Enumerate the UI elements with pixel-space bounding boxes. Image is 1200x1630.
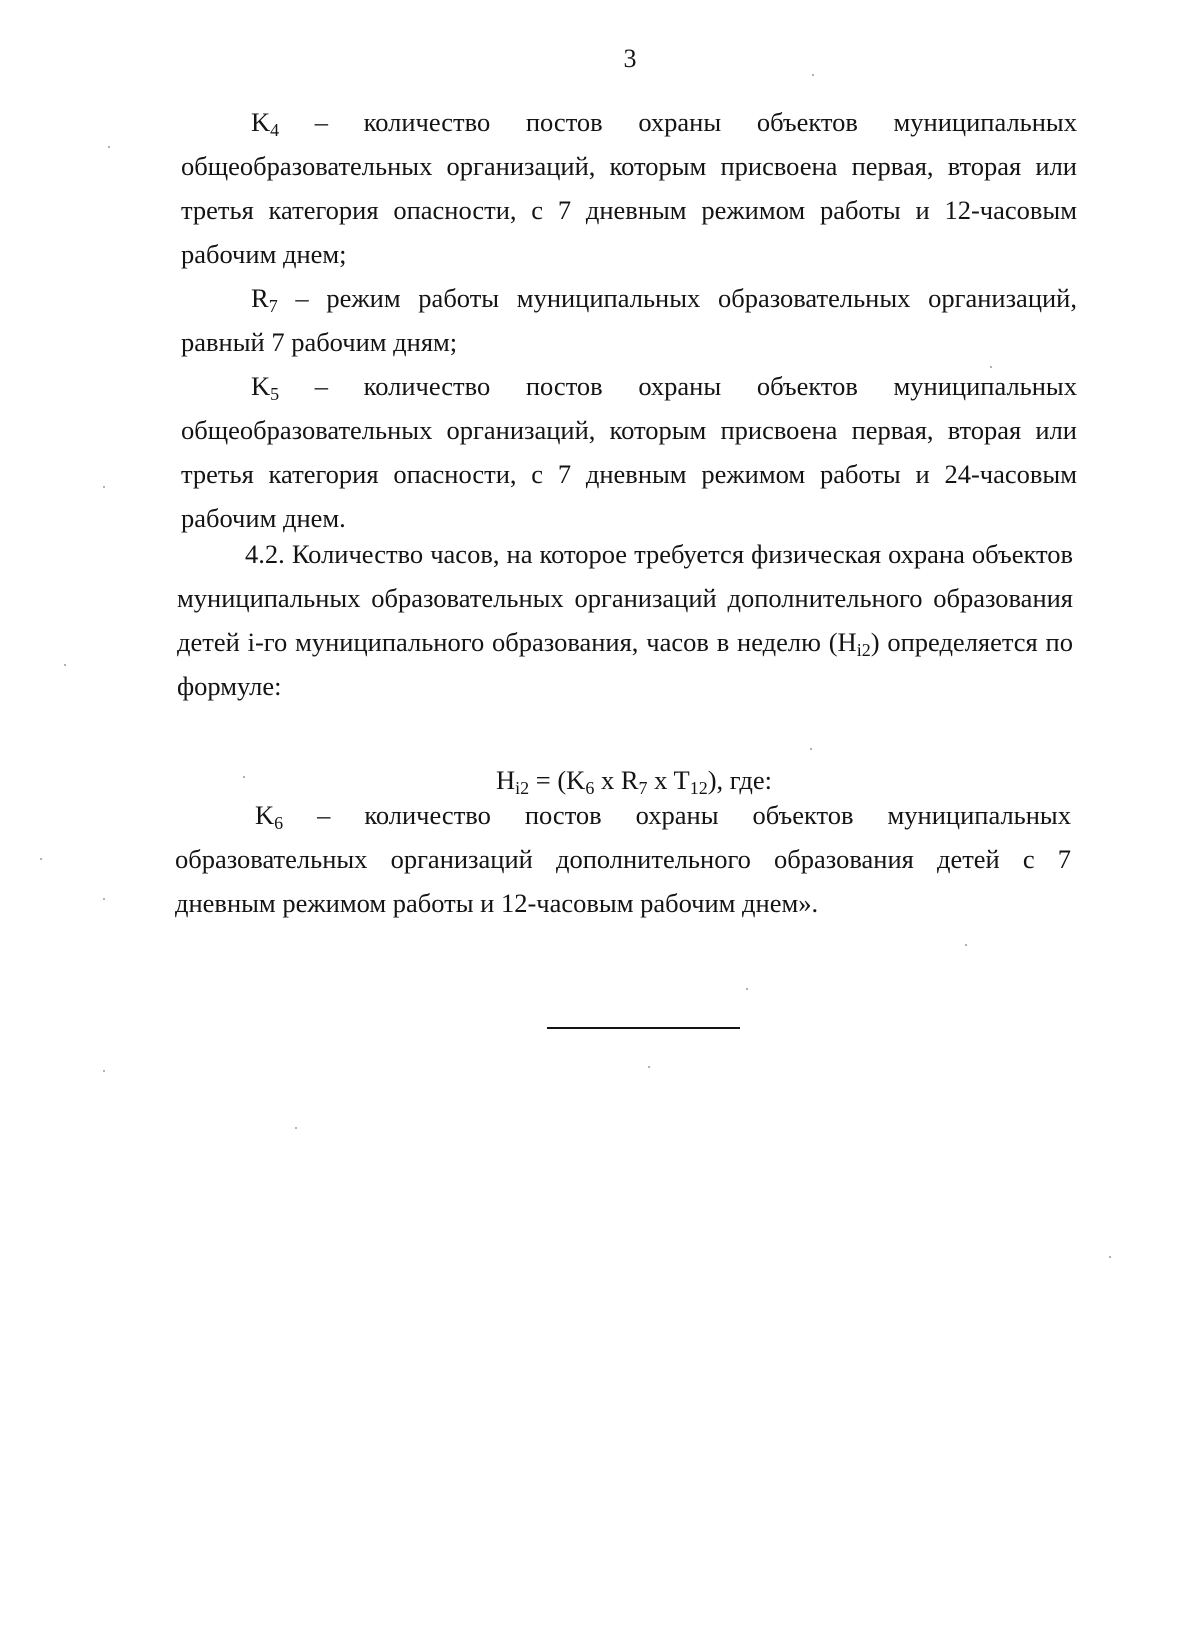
scan-speck bbox=[1109, 1256, 1111, 1258]
k6-symbol: K bbox=[255, 800, 275, 830]
k6-index: 6 bbox=[274, 813, 284, 833]
formula-r-index: 7 bbox=[638, 778, 648, 798]
definition-k5 bbox=[181, 364, 1077, 540]
r7-symbol: R bbox=[251, 283, 269, 313]
k6-text: – количество постов охраны объектов муниципальных образовательных организаций дополнительного образования детей с 7 дневным режимом работы и 12-часовым рабочим днем». bbox=[175, 800, 1071, 918]
k5-symbol: K bbox=[251, 371, 271, 401]
scan-speck bbox=[108, 146, 110, 148]
scan-speck bbox=[965, 944, 967, 946]
r7-index: 7 bbox=[268, 296, 278, 316]
definition-r7 bbox=[181, 276, 1077, 364]
definition-k6 bbox=[175, 793, 1071, 925]
k4-symbol: K bbox=[251, 107, 271, 137]
formula-t-index: 12 bbox=[689, 778, 708, 798]
page-number: 3 bbox=[623, 44, 637, 73]
scan-speck bbox=[295, 1127, 297, 1129]
formula-close: ), где: bbox=[707, 765, 772, 795]
scan-speck bbox=[990, 366, 992, 368]
section-4-2-block bbox=[177, 532, 1073, 708]
section-4-2-lead: 4.2. Количество часов, на которое требуется физическая охрана объектов муниципальных образовательных организаций дополнительного образования детей i-го муниципального образования, часов в неделю (H bbox=[177, 539, 1073, 657]
scan-speck bbox=[103, 486, 105, 488]
section-4-2-index: i2 bbox=[856, 640, 871, 660]
k4-text: – количество постов охраны объектов муниципальных общеобразовательных организаций, которым присвоена первая, вторая или третья категория опасности, с 7 дневным режимом работы и 12-часовым рабочим днем; bbox=[181, 107, 1077, 269]
formula-lhs-symbol: H bbox=[496, 765, 516, 795]
scan-speck bbox=[648, 1066, 650, 1068]
scan-speck bbox=[243, 776, 245, 778]
definition-k4 bbox=[181, 100, 1077, 276]
formula-eq-open: = (K bbox=[529, 765, 586, 795]
definitions-block bbox=[181, 100, 1077, 540]
scan-speck bbox=[103, 898, 105, 900]
scan-speck bbox=[103, 1070, 105, 1072]
section-4-2-paragraph bbox=[177, 532, 1073, 708]
r7-text: – режим работы муниципальных образовательных организаций, равный 7 рабочим дням; bbox=[181, 283, 1077, 357]
scan-speck bbox=[746, 988, 748, 990]
scan-speck bbox=[40, 858, 42, 860]
k5-text: – количество постов охраны объектов муниципальных общеобразовательных организаций, которым присвоена первая, вторая или третья категория опасности, с 7 дневным режимом работы и 24-часовым рабочим днем. bbox=[181, 371, 1077, 533]
k4-index: 4 bbox=[270, 120, 280, 140]
definition-k6-block bbox=[175, 793, 1071, 925]
section-4-2-tail: ) определяется по формуле: bbox=[177, 627, 1073, 701]
formula-times-r: x R bbox=[594, 765, 639, 795]
formula-times-t: x T bbox=[647, 765, 690, 795]
formula-k-index: 6 bbox=[585, 778, 595, 798]
scan-speck bbox=[810, 748, 812, 750]
formula-lhs-index: i2 bbox=[515, 778, 530, 798]
scan-speck bbox=[812, 74, 814, 76]
end-of-document-rule bbox=[547, 1027, 740, 1029]
k5-index: 5 bbox=[270, 384, 280, 404]
scan-speck bbox=[64, 664, 66, 666]
